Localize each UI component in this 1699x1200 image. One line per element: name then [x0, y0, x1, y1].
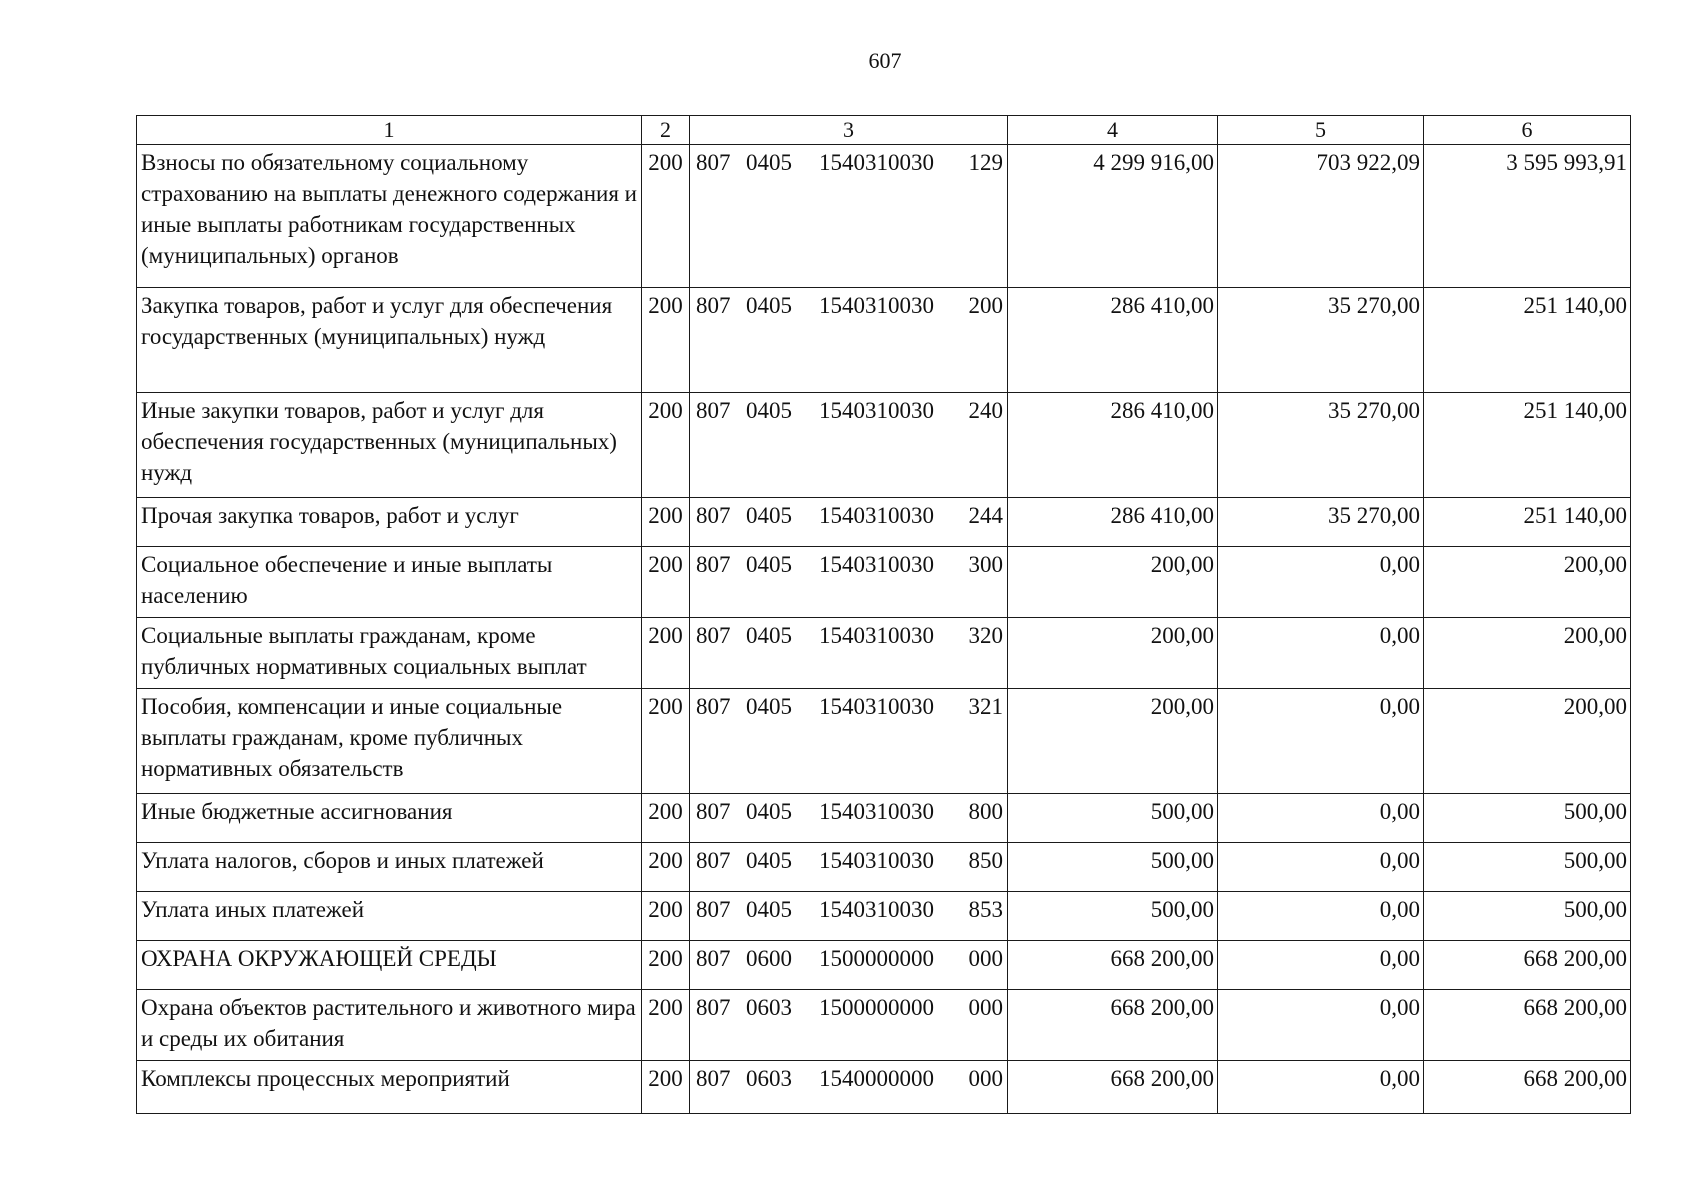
- row-value-4: 4 299 916,00: [1008, 145, 1218, 288]
- row-budget-code: [690, 393, 1008, 498]
- row-value-6: 500,00: [1424, 794, 1631, 843]
- code-target: 1540310030: [819, 150, 934, 175]
- code-section: 0603: [746, 1066, 792, 1091]
- budget-table: [136, 115, 1631, 1114]
- code-ministry: 807: [696, 897, 731, 922]
- page-number: 607: [868, 48, 902, 73]
- row-name: Прочая закупка товаров, работ и услуг: [137, 498, 642, 547]
- row-value-5: 35 270,00: [1218, 498, 1424, 547]
- row-line-code: 200: [642, 498, 690, 547]
- row-line-code: 200: [642, 941, 690, 990]
- code-target: 1540310030: [819, 694, 934, 719]
- code-section: 0405: [746, 150, 792, 175]
- row-value-6: 251 140,00: [1424, 288, 1631, 393]
- row-budget-code: [690, 941, 1008, 990]
- code-ministry: 807: [696, 995, 731, 1020]
- code-target: 1540000000: [819, 1066, 934, 1091]
- row-budget-code: [690, 689, 1008, 794]
- row-value-6: 200,00: [1424, 547, 1631, 618]
- code-expense-type: 000: [968, 1066, 1003, 1091]
- row-value-5: 0,00: [1218, 618, 1424, 689]
- row-name: Закупка товаров, работ и услуг для обеспечения государственных (муниципальных) нужд: [137, 288, 642, 393]
- row-line-code: 200: [642, 288, 690, 393]
- code-target: 1540310030: [819, 623, 934, 648]
- column-header-1: 1: [137, 116, 642, 145]
- table-row: [137, 990, 1631, 1061]
- row-budget-code: [690, 498, 1008, 547]
- table-row: [137, 145, 1631, 288]
- row-value-5: 0,00: [1218, 689, 1424, 794]
- row-value-6: 668 200,00: [1424, 941, 1631, 990]
- row-budget-code: [690, 892, 1008, 941]
- row-value-5: 35 270,00: [1218, 288, 1424, 393]
- code-expense-type: 320: [968, 623, 1003, 648]
- code-ministry: 807: [696, 1066, 731, 1091]
- row-value-4: 500,00: [1008, 843, 1218, 892]
- column-header-6: 6: [1424, 116, 1631, 145]
- row-value-6: 251 140,00: [1424, 498, 1631, 547]
- row-value-6: 200,00: [1424, 618, 1631, 689]
- table-row: [137, 288, 1631, 393]
- column-header-5: 5: [1218, 116, 1424, 145]
- code-target: 1540310030: [819, 503, 934, 528]
- row-line-code: 200: [642, 990, 690, 1061]
- table-row: [137, 547, 1631, 618]
- code-target: 1540310030: [819, 897, 934, 922]
- code-target: 1540310030: [819, 552, 934, 577]
- row-value-6: 668 200,00: [1424, 1061, 1631, 1114]
- row-value-5: 703 922,09: [1218, 145, 1424, 288]
- code-ministry: 807: [696, 293, 731, 318]
- row-budget-code: [690, 1061, 1008, 1114]
- row-line-code: 200: [642, 892, 690, 941]
- code-section: 0600: [746, 946, 792, 971]
- table-row: [137, 794, 1631, 843]
- row-budget-code: [690, 990, 1008, 1061]
- code-target: 1540310030: [819, 398, 934, 423]
- code-ministry: 807: [696, 623, 731, 648]
- row-value-6: 251 140,00: [1424, 393, 1631, 498]
- row-value-5: 0,00: [1218, 843, 1424, 892]
- code-section: 0405: [746, 694, 792, 719]
- row-value-5: 0,00: [1218, 990, 1424, 1061]
- table-row: [137, 892, 1631, 941]
- row-name: ОХРАНА ОКРУЖАЮЩЕЙ СРЕДЫ: [137, 941, 642, 990]
- code-ministry: 807: [696, 946, 731, 971]
- row-value-5: 0,00: [1218, 1061, 1424, 1114]
- row-value-5: 0,00: [1218, 547, 1424, 618]
- table-row: [137, 498, 1631, 547]
- row-value-5: 0,00: [1218, 794, 1424, 843]
- column-header-4: 4: [1008, 116, 1218, 145]
- row-value-4: 500,00: [1008, 794, 1218, 843]
- code-expense-type: 850: [968, 848, 1003, 873]
- code-section: 0405: [746, 799, 792, 824]
- row-name: Пособия, компенсации и иные социальные выплаты гражданам, кроме публичных нормативных обязательств: [137, 689, 642, 794]
- row-value-6: 668 200,00: [1424, 990, 1631, 1061]
- row-value-6: 500,00: [1424, 892, 1631, 941]
- row-name: Иные закупки товаров, работ и услуг для обеспечения государственных (муниципальных) нужд: [137, 393, 642, 498]
- row-value-4: 668 200,00: [1008, 941, 1218, 990]
- row-name: Комплексы процессных мероприятий: [137, 1061, 642, 1114]
- table-row: [137, 689, 1631, 794]
- row-line-code: 200: [642, 145, 690, 288]
- row-value-5: 0,00: [1218, 892, 1424, 941]
- code-section: 0405: [746, 848, 792, 873]
- row-line-code: 200: [642, 393, 690, 498]
- table-row: [137, 618, 1631, 689]
- table-row: [137, 1061, 1631, 1114]
- code-expense-type: 853: [968, 897, 1003, 922]
- table-row: [137, 843, 1631, 892]
- code-ministry: 807: [696, 694, 731, 719]
- code-expense-type: 321: [968, 694, 1003, 719]
- code-section: 0405: [746, 897, 792, 922]
- code-target: 1500000000: [819, 946, 934, 971]
- row-line-code: 200: [642, 618, 690, 689]
- code-ministry: 807: [696, 552, 731, 577]
- code-ministry: 807: [696, 398, 731, 423]
- code-ministry: 807: [696, 150, 731, 175]
- code-ministry: 807: [696, 503, 731, 528]
- code-expense-type: 244: [968, 503, 1003, 528]
- row-value-4: 286 410,00: [1008, 498, 1218, 547]
- row-value-4: 668 200,00: [1008, 990, 1218, 1061]
- row-value-4: 500,00: [1008, 892, 1218, 941]
- code-expense-type: 200: [968, 293, 1003, 318]
- code-section: 0405: [746, 293, 792, 318]
- row-budget-code: [690, 288, 1008, 393]
- row-line-code: 200: [642, 547, 690, 618]
- row-name: Социальные выплаты гражданам, кроме публичных нормативных социальных выплат: [137, 618, 642, 689]
- code-section: 0603: [746, 995, 792, 1020]
- row-value-5: 35 270,00: [1218, 393, 1424, 498]
- row-value-4: 200,00: [1008, 547, 1218, 618]
- row-name: Уплата иных платежей: [137, 892, 642, 941]
- row-value-4: 200,00: [1008, 689, 1218, 794]
- code-expense-type: 800: [968, 799, 1003, 824]
- row-value-4: 200,00: [1008, 618, 1218, 689]
- code-target: 1540310030: [819, 848, 934, 873]
- row-name: Уплата налогов, сборов и иных платежей: [137, 843, 642, 892]
- row-value-4: 286 410,00: [1008, 393, 1218, 498]
- column-header-2: 2: [642, 116, 690, 145]
- row-line-code: 200: [642, 843, 690, 892]
- code-expense-type: 240: [968, 398, 1003, 423]
- code-expense-type: 129: [968, 150, 1003, 175]
- code-section: 0405: [746, 503, 792, 528]
- row-value-5: 0,00: [1218, 941, 1424, 990]
- code-target: 1500000000: [819, 995, 934, 1020]
- code-section: 0405: [746, 623, 792, 648]
- row-name: Охрана объектов растительного и животного мира и среды их обитания: [137, 990, 642, 1061]
- row-value-6: 500,00: [1424, 843, 1631, 892]
- code-section: 0405: [746, 398, 792, 423]
- row-name: Иные бюджетные ассигнования: [137, 794, 642, 843]
- column-header-3: 3: [690, 116, 1008, 145]
- code-expense-type: 300: [968, 552, 1003, 577]
- code-expense-type: 000: [968, 995, 1003, 1020]
- row-line-code: 200: [642, 689, 690, 794]
- table-row: [137, 941, 1631, 990]
- row-budget-code: [690, 794, 1008, 843]
- code-section: 0405: [746, 552, 792, 577]
- code-ministry: 807: [696, 799, 731, 824]
- row-budget-code: [690, 547, 1008, 618]
- code-target: 1540310030: [819, 799, 934, 824]
- code-expense-type: 000: [968, 946, 1003, 971]
- row-budget-code: [690, 618, 1008, 689]
- code-ministry: 807: [696, 848, 731, 873]
- row-line-code: 200: [642, 794, 690, 843]
- row-value-6: 3 595 993,91: [1424, 145, 1631, 288]
- row-value-4: 668 200,00: [1008, 1061, 1218, 1114]
- table-header-row: [137, 116, 1631, 145]
- row-value-4: 286 410,00: [1008, 288, 1218, 393]
- code-target: 1540310030: [819, 293, 934, 318]
- row-line-code: 200: [642, 1061, 690, 1114]
- table-row: [137, 393, 1631, 498]
- row-budget-code: [690, 843, 1008, 892]
- row-name: Взносы по обязательному социальному страхованию на выплаты денежного содержания и иные выплаты работникам государственных (муниципальных) органов: [137, 145, 642, 288]
- row-name: Социальное обеспечение и иные выплаты населению: [137, 547, 642, 618]
- row-value-6: 200,00: [1424, 689, 1631, 794]
- row-budget-code: [690, 145, 1008, 288]
